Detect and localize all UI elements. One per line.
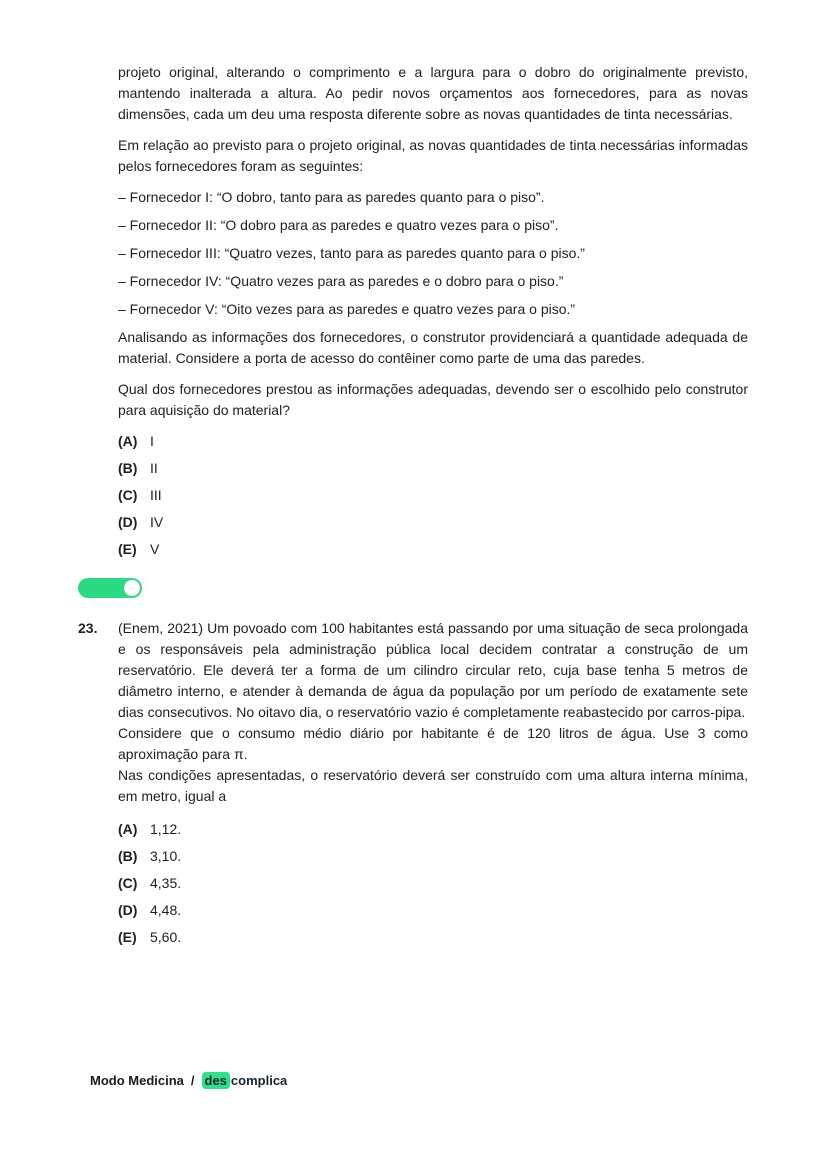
option-letter: (E) (118, 929, 137, 945)
logo-complica-text: complica (230, 1073, 288, 1088)
supplier-line-5: – Fornecedor V: “Oito vezes para as paredes e quatro vezes para o piso.” (118, 301, 576, 317)
option-d (118, 900, 748, 921)
option-text: 3,10. (150, 848, 182, 864)
question-23-body-3: Nas condições apresentadas, o reservatório deverá ser construído com uma altura interna mínima, em metro, igual a (118, 767, 748, 804)
page-content (78, 62, 748, 954)
option-a (118, 431, 748, 452)
supplier-line-3: – Fornecedor III: “Quatro vezes, tanto para as paredes quanto para o piso.” (118, 245, 585, 261)
option-letter: (D) (118, 902, 138, 918)
option-e (118, 927, 748, 948)
descomplica-logo (202, 1072, 288, 1089)
question-23-number: 23. (78, 620, 98, 636)
supplier-line-1: – Fornecedor I: “O dobro, tanto para as paredes quanto para o piso”. (118, 189, 545, 205)
option-text: 4,48. (150, 902, 182, 918)
option-text: V (150, 541, 160, 557)
option-letter: (E) (118, 541, 137, 557)
option-text: 4,35. (150, 875, 182, 891)
option-letter: (A) (118, 433, 138, 449)
option-letter: (C) (118, 487, 138, 503)
footer-brand: Modo Medicina (90, 1073, 184, 1088)
question-23-body-2: Considere que o consumo médio diário por habitante é de 120 litros de água. Use 3 como aproximação para π. (118, 725, 748, 762)
question-22-options (118, 431, 748, 560)
option-text: 1,12. (150, 821, 182, 837)
option-text: I (150, 433, 154, 449)
option-text: II (150, 460, 158, 476)
supplier-line-2: – Fornecedor II: “O dobro para as paredes e quatro vezes para o piso”. (118, 217, 559, 233)
footer-separator: / (190, 1073, 195, 1088)
page-footer (90, 1072, 287, 1089)
option-c (118, 873, 748, 894)
question-22-continuation: projeto original, alterando o comprimento e a largura para o dobro do originalmente previsto, mantendo inalterada a altura. Ao pedir novos orçamentos aos fornecedores, para as novas dimensões, cada um deu uma resposta diferente sobre as novas quantidades de tinta necessárias. (118, 64, 748, 122)
option-b (118, 458, 748, 479)
option-e (118, 539, 748, 560)
question-22-intro: Em relação ao previsto para o projeto original, as novas quantidades de tinta necessárias informadas pelos fornecedores foram as seguintes: (118, 137, 748, 174)
question-23-options (118, 819, 748, 948)
question-23-body-1: (Enem, 2021) Um povoado com 100 habitantes está passando por uma situação de seca prolongada e os responsáveis pela administração pública local decidem contratar a construção de um reservatório. Ele deverá ter a forma de um cilindro circular reto, cuja base tenha 5 metros de diâmetro interno, e atender à demanda de água da população por um período de exatamente sete dias consecutivos. No oitavo dia, o reservatório vazio é completamente reabastecido por carros-pipa. (118, 620, 748, 720)
option-letter: (D) (118, 514, 138, 530)
option-letter: (C) (118, 875, 138, 891)
option-b (118, 846, 748, 867)
option-c (118, 485, 748, 506)
option-letter: (A) (118, 821, 138, 837)
answer-toggle[interactable] (78, 578, 142, 598)
question-23 (78, 618, 748, 948)
question-22-analysis: Analisando as informações dos fornecedores, o construtor providenciará a quantidade adequada de material. Considere a porta de acesso do contêiner como parte de uma das paredes. (118, 329, 748, 366)
option-a (118, 819, 748, 840)
option-letter: (B) (118, 460, 138, 476)
option-d (118, 512, 748, 533)
question-22-prompt: Qual dos fornecedores prestou as informações adequadas, devendo ser o escolhido pelo construtor para aquisição do material? (118, 381, 748, 418)
option-text: IV (150, 514, 164, 530)
toggle-knob (124, 580, 140, 596)
option-letter: (B) (118, 848, 138, 864)
option-text: 5,60. (150, 929, 182, 945)
option-text: III (150, 487, 162, 503)
logo-des-highlight: des (202, 1072, 230, 1089)
supplier-line-4: – Fornecedor IV: “Quatro vezes para as paredes e o dobro para o piso.” (118, 273, 564, 289)
